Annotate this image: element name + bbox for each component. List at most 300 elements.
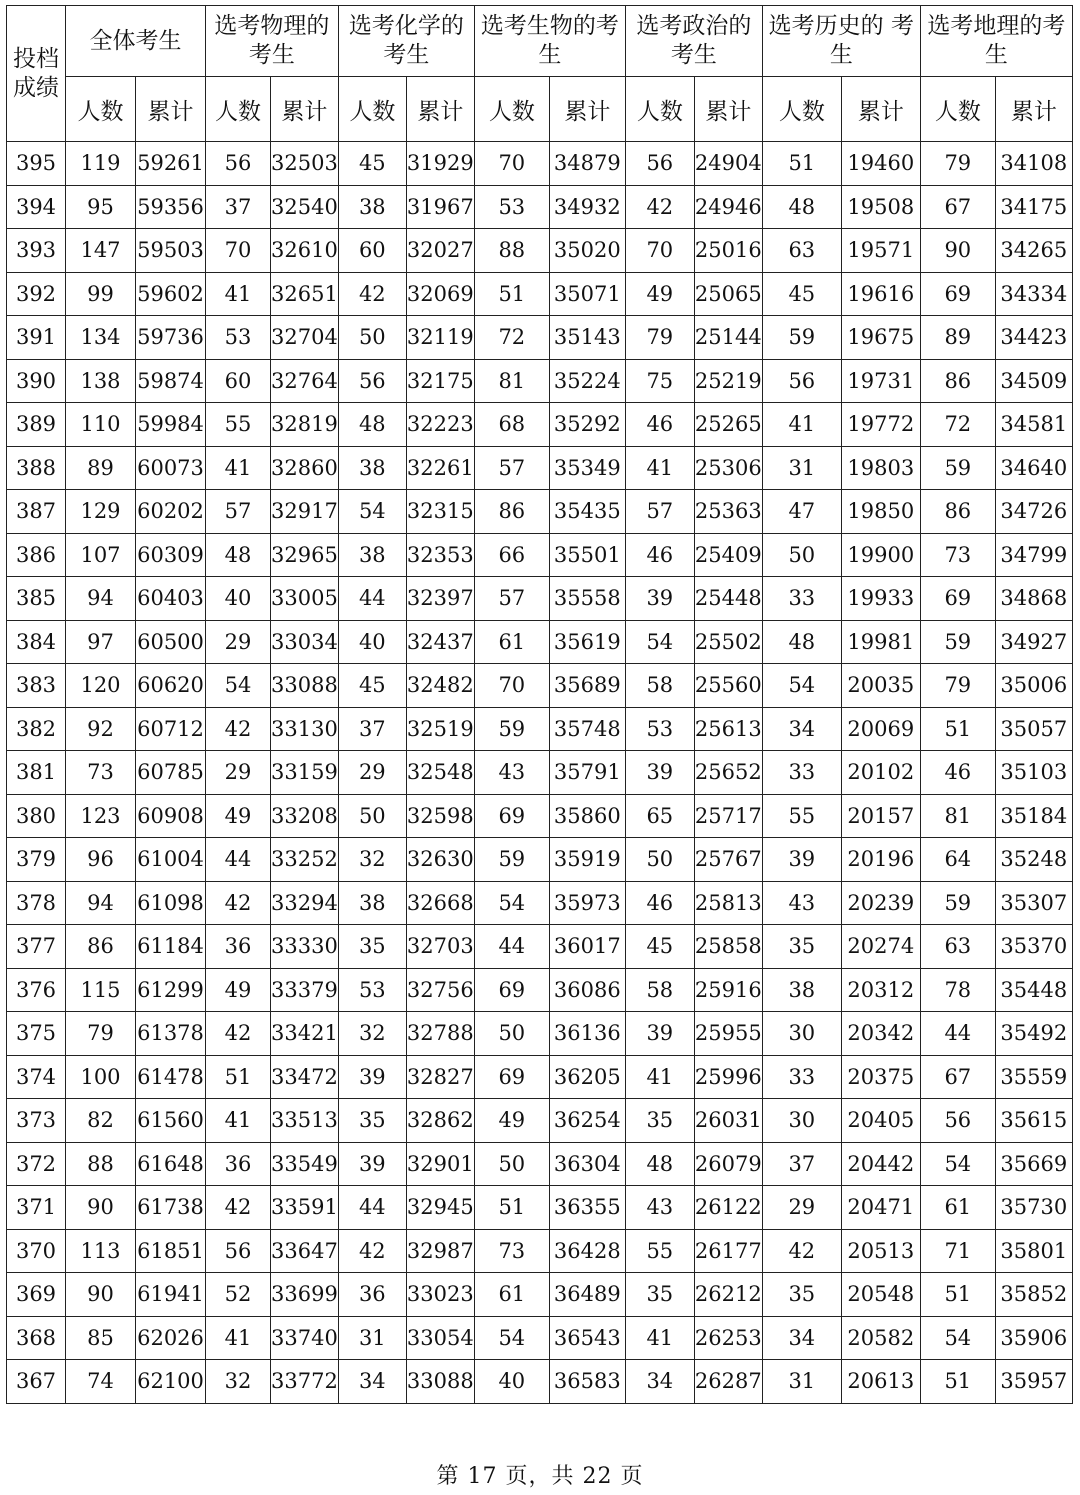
count-cell: 32 [338,1012,406,1056]
cumulative-cell: 34726 [995,490,1072,534]
cumulative-cell: 33472 [271,1055,339,1099]
cumulative-cell: 20196 [841,838,920,882]
cumulative-cell: 33088 [271,664,339,708]
cumulative-cell: 26031 [694,1099,762,1143]
cumulative-cell: 35619 [549,620,625,664]
cumulative-cell: 36086 [549,968,625,1012]
count-cell: 134 [66,316,136,360]
score-cell: 369 [7,1273,66,1317]
cumulative-cell: 26079 [694,1142,762,1186]
cumulative-cell: 32397 [406,577,474,621]
count-cell: 51 [920,1360,995,1404]
cumulative-cell: 20613 [841,1360,920,1404]
cumulative-cell: 33054 [406,1316,474,1360]
count-cell: 56 [625,142,694,186]
cumulative-cell: 24946 [694,185,762,229]
count-cell: 53 [206,316,271,360]
count-cell: 97 [66,620,136,664]
count-cell: 68 [474,403,549,447]
cumulative-cell: 59261 [136,142,206,186]
count-cell: 38 [338,185,406,229]
count-cell: 32 [338,838,406,882]
count-cell: 147 [66,229,136,273]
cumulative-cell: 33088 [406,1360,474,1404]
cumulative-cell: 33208 [271,794,339,838]
cumulative-cell: 35559 [995,1055,1072,1099]
count-cell: 54 [920,1142,995,1186]
count-cell: 51 [206,1055,271,1099]
count-cell: 35 [338,925,406,969]
count-cell: 51 [474,272,549,316]
count-cell: 47 [762,490,841,534]
cumulative-header: 累计 [136,77,206,142]
count-cell: 54 [474,1316,549,1360]
count-cell: 66 [474,533,549,577]
cumulative-cell: 35370 [995,925,1072,969]
count-cell: 138 [66,359,136,403]
table-row [7,316,1073,360]
score-cell: 390 [7,359,66,403]
count-cell: 94 [66,881,136,925]
count-cell: 60 [206,359,271,403]
count-cell: 48 [338,403,406,447]
count-cell: 49 [625,272,694,316]
table-row [7,446,1073,490]
cumulative-cell: 33740 [271,1316,339,1360]
cumulative-cell: 32901 [406,1142,474,1186]
score-cell: 387 [7,490,66,534]
count-cell: 69 [920,577,995,621]
group-header: 选考政治的考生 [625,6,762,77]
cumulative-cell: 33294 [271,881,339,925]
cumulative-cell: 33130 [271,707,339,751]
count-cell: 86 [920,490,995,534]
count-cell: 53 [474,185,549,229]
count-cell: 79 [625,316,694,360]
count-cell: 70 [206,229,271,273]
count-cell: 110 [66,403,136,447]
cumulative-cell: 32862 [406,1099,474,1143]
count-cell: 39 [625,577,694,621]
cumulative-cell: 32704 [271,316,339,360]
count-cell: 35 [338,1099,406,1143]
table-row [7,794,1073,838]
group-header: 选考化学的考生 [338,6,474,77]
count-cell: 30 [762,1099,841,1143]
cumulative-cell: 35730 [995,1186,1072,1230]
cumulative-cell: 33034 [271,620,339,664]
count-cell: 35 [762,925,841,969]
count-cell: 48 [625,1142,694,1186]
cumulative-cell: 32540 [271,185,339,229]
table-row [7,359,1073,403]
count-cell: 115 [66,968,136,1012]
count-header: 人数 [474,77,549,142]
cumulative-cell: 35852 [995,1273,1072,1317]
cumulative-cell: 20513 [841,1229,920,1273]
cumulative-cell: 34932 [549,185,625,229]
cumulative-cell: 19900 [841,533,920,577]
score-cell: 395 [7,142,66,186]
cumulative-cell: 25409 [694,533,762,577]
count-cell: 59 [474,707,549,751]
count-cell: 42 [338,1229,406,1273]
count-cell: 43 [474,751,549,795]
table-row [7,925,1073,969]
count-cell: 79 [66,1012,136,1056]
cumulative-cell: 25144 [694,316,762,360]
count-cell: 48 [762,620,841,664]
count-cell: 42 [206,881,271,925]
score-cell: 385 [7,577,66,621]
count-cell: 72 [920,403,995,447]
score-cell: 392 [7,272,66,316]
cumulative-cell: 25306 [694,446,762,490]
cumulative-cell: 34334 [995,272,1072,316]
cumulative-cell: 36489 [549,1273,625,1317]
count-cell: 50 [474,1142,549,1186]
score-cell: 367 [7,1360,66,1404]
count-cell: 49 [206,968,271,1012]
count-cell: 129 [66,490,136,534]
cumulative-cell: 19508 [841,185,920,229]
cumulative-cell: 61648 [136,1142,206,1186]
cumulative-cell: 36254 [549,1099,625,1143]
count-cell: 54 [338,490,406,534]
count-cell: 45 [338,664,406,708]
count-cell: 45 [625,925,694,969]
cumulative-cell: 36017 [549,925,625,969]
score-column-header: 投档成绩 [7,6,66,142]
count-cell: 57 [474,446,549,490]
cumulative-cell: 33772 [271,1360,339,1404]
table-row [7,968,1073,1012]
count-cell: 39 [762,838,841,882]
cumulative-cell: 32598 [406,794,474,838]
count-cell: 78 [920,968,995,1012]
count-cell: 40 [206,577,271,621]
count-cell: 69 [474,968,549,1012]
cumulative-cell: 24904 [694,142,762,186]
cumulative-cell: 35307 [995,881,1072,925]
cumulative-cell: 33252 [271,838,339,882]
cumulative-cell: 33421 [271,1012,339,1056]
count-cell: 44 [920,1012,995,1056]
cumulative-cell: 32945 [406,1186,474,1230]
count-cell: 71 [920,1229,995,1273]
cumulative-cell: 32482 [406,664,474,708]
count-cell: 40 [474,1360,549,1404]
cumulative-cell: 25767 [694,838,762,882]
cumulative-cell: 32703 [406,925,474,969]
cumulative-cell: 19460 [841,142,920,186]
cumulative-cell: 59984 [136,403,206,447]
cumulative-cell: 35860 [549,794,625,838]
cumulative-cell: 34423 [995,316,1072,360]
table-row [7,1142,1073,1186]
cumulative-header: 累计 [406,77,474,142]
count-cell: 60 [338,229,406,273]
table-row [7,1012,1073,1056]
count-cell: 42 [206,707,271,751]
count-cell: 39 [338,1142,406,1186]
count-cell: 63 [762,229,841,273]
count-cell: 95 [66,185,136,229]
cumulative-cell: 31967 [406,185,474,229]
count-cell: 36 [206,1142,271,1186]
cumulative-cell: 60785 [136,751,206,795]
cumulative-cell: 35689 [549,664,625,708]
cumulative-cell: 59602 [136,272,206,316]
count-cell: 38 [762,968,841,1012]
table-row [7,272,1073,316]
count-cell: 57 [625,490,694,534]
count-cell: 51 [920,1273,995,1317]
cumulative-cell: 25916 [694,968,762,1012]
count-cell: 94 [66,577,136,621]
cumulative-cell: 25858 [694,925,762,969]
cumulative-cell: 61560 [136,1099,206,1143]
cumulative-cell: 26212 [694,1273,762,1317]
count-cell: 50 [338,794,406,838]
cumulative-cell: 35615 [995,1099,1072,1143]
cumulative-cell: 35906 [995,1316,1072,1360]
cumulative-cell: 32261 [406,446,474,490]
count-cell: 34 [762,1316,841,1360]
cumulative-cell: 34175 [995,185,1072,229]
cumulative-cell: 32987 [406,1229,474,1273]
count-cell: 31 [762,446,841,490]
cumulative-cell: 35184 [995,794,1072,838]
cumulative-header: 累计 [841,77,920,142]
table-row [7,1099,1073,1143]
cumulative-header: 累计 [271,77,339,142]
cumulative-cell: 25996 [694,1055,762,1099]
count-cell: 59 [920,446,995,490]
count-cell: 41 [206,272,271,316]
cumulative-cell: 20239 [841,881,920,925]
score-cell: 384 [7,620,66,664]
count-cell: 53 [625,707,694,751]
cumulative-cell: 32860 [271,446,339,490]
count-cell: 57 [206,490,271,534]
table-row [7,1055,1073,1099]
cumulative-cell: 20274 [841,925,920,969]
count-cell: 90 [920,229,995,273]
count-cell: 46 [920,751,995,795]
count-cell: 55 [625,1229,694,1273]
cumulative-cell: 32119 [406,316,474,360]
count-cell: 79 [920,142,995,186]
count-cell: 38 [338,533,406,577]
cumulative-cell: 32069 [406,272,474,316]
cumulative-cell: 19731 [841,359,920,403]
count-header: 人数 [762,77,841,142]
count-cell: 37 [762,1142,841,1186]
cumulative-cell: 35224 [549,359,625,403]
count-cell: 34 [338,1360,406,1404]
count-cell: 69 [474,794,549,838]
cumulative-cell: 36543 [549,1316,625,1360]
count-cell: 33 [762,577,841,621]
score-cell: 383 [7,664,66,708]
cumulative-cell: 20342 [841,1012,920,1056]
cumulative-cell: 33513 [271,1099,339,1143]
count-cell: 54 [625,620,694,664]
count-cell: 67 [920,185,995,229]
count-cell: 69 [920,272,995,316]
cumulative-header: 累计 [995,77,1072,142]
cumulative-cell: 26177 [694,1229,762,1273]
count-cell: 35 [625,1099,694,1143]
count-cell: 41 [762,403,841,447]
count-cell: 79 [920,664,995,708]
count-cell: 86 [66,925,136,969]
count-cell: 120 [66,664,136,708]
cumulative-cell: 20375 [841,1055,920,1099]
count-cell: 55 [206,403,271,447]
cumulative-cell: 60908 [136,794,206,838]
cumulative-cell: 19981 [841,620,920,664]
cumulative-cell: 32353 [406,533,474,577]
score-cell: 368 [7,1316,66,1360]
count-cell: 36 [206,925,271,969]
count-cell: 41 [625,446,694,490]
count-cell: 39 [338,1055,406,1099]
cumulative-cell: 25813 [694,881,762,925]
cumulative-cell: 35973 [549,881,625,925]
score-cell: 370 [7,1229,66,1273]
count-cell: 49 [474,1099,549,1143]
count-cell: 88 [66,1142,136,1186]
count-cell: 86 [474,490,549,534]
count-cell: 113 [66,1229,136,1273]
score-cell: 381 [7,751,66,795]
cumulative-cell: 32668 [406,881,474,925]
cumulative-cell: 35957 [995,1360,1072,1404]
cumulative-cell: 19571 [841,229,920,273]
score-cell: 394 [7,185,66,229]
count-cell: 99 [66,272,136,316]
count-cell: 49 [206,794,271,838]
cumulative-cell: 33023 [406,1273,474,1317]
count-cell: 31 [762,1360,841,1404]
count-cell: 61 [920,1186,995,1230]
header-row-groups [7,6,1073,77]
cumulative-cell: 59503 [136,229,206,273]
cumulative-cell: 19616 [841,272,920,316]
count-cell: 63 [920,925,995,969]
count-header: 人数 [338,77,406,142]
count-cell: 48 [206,533,271,577]
cumulative-cell: 33330 [271,925,339,969]
page-footer: 第 17 页，共 22 页 [436,1464,644,1489]
score-cell: 373 [7,1099,66,1143]
count-cell: 64 [920,838,995,882]
count-cell: 59 [920,881,995,925]
count-cell: 43 [762,881,841,925]
count-cell: 54 [762,664,841,708]
count-cell: 51 [920,707,995,751]
table-row [7,185,1073,229]
cumulative-cell: 59356 [136,185,206,229]
cumulative-cell: 60500 [136,620,206,664]
cumulative-cell: 35435 [549,490,625,534]
count-cell: 41 [625,1055,694,1099]
score-cell: 389 [7,403,66,447]
table-row [7,577,1073,621]
count-cell: 38 [338,881,406,925]
score-cell: 376 [7,968,66,1012]
cumulative-cell: 25613 [694,707,762,751]
cumulative-cell: 25502 [694,620,762,664]
table-row [7,620,1073,664]
cumulative-cell: 61184 [136,925,206,969]
cumulative-cell: 35006 [995,664,1072,708]
count-cell: 56 [206,142,271,186]
cumulative-cell: 60712 [136,707,206,751]
cumulative-cell: 25448 [694,577,762,621]
cumulative-cell: 33159 [271,751,339,795]
cumulative-cell: 32819 [271,403,339,447]
count-cell: 52 [206,1273,271,1317]
cumulative-cell: 34265 [995,229,1072,273]
cumulative-cell: 61478 [136,1055,206,1099]
cumulative-cell: 32315 [406,490,474,534]
table-row [7,1273,1073,1317]
cumulative-cell: 60403 [136,577,206,621]
count-cell: 65 [625,794,694,838]
count-cell: 96 [66,838,136,882]
count-cell: 50 [338,316,406,360]
count-cell: 38 [338,446,406,490]
count-cell: 48 [762,185,841,229]
cumulative-cell: 34108 [995,142,1072,186]
cumulative-cell: 19803 [841,446,920,490]
cumulative-cell: 26287 [694,1360,762,1404]
count-cell: 90 [66,1273,136,1317]
cumulative-cell: 35669 [995,1142,1072,1186]
count-cell: 74 [66,1360,136,1404]
cumulative-cell: 62026 [136,1316,206,1360]
score-cell: 380 [7,794,66,838]
cumulative-cell: 35801 [995,1229,1072,1273]
cumulative-cell: 32503 [271,142,339,186]
count-cell: 54 [474,881,549,925]
score-table [6,5,1073,1404]
count-cell: 59 [762,316,841,360]
cumulative-cell: 35349 [549,446,625,490]
count-cell: 36 [338,1273,406,1317]
cumulative-cell: 35919 [549,838,625,882]
cumulative-cell: 33005 [271,577,339,621]
cumulative-cell: 36583 [549,1360,625,1404]
cumulative-cell: 62100 [136,1360,206,1404]
cumulative-cell: 61941 [136,1273,206,1317]
cumulative-cell: 25219 [694,359,762,403]
score-cell: 379 [7,838,66,882]
count-cell: 41 [206,446,271,490]
count-cell: 58 [625,968,694,1012]
cumulative-cell: 36428 [549,1229,625,1273]
count-cell: 51 [762,142,841,186]
cumulative-cell: 32788 [406,1012,474,1056]
cumulative-cell: 35292 [549,403,625,447]
count-cell: 31 [338,1316,406,1360]
cumulative-cell: 35501 [549,533,625,577]
cumulative-cell: 59874 [136,359,206,403]
cumulative-cell: 60202 [136,490,206,534]
